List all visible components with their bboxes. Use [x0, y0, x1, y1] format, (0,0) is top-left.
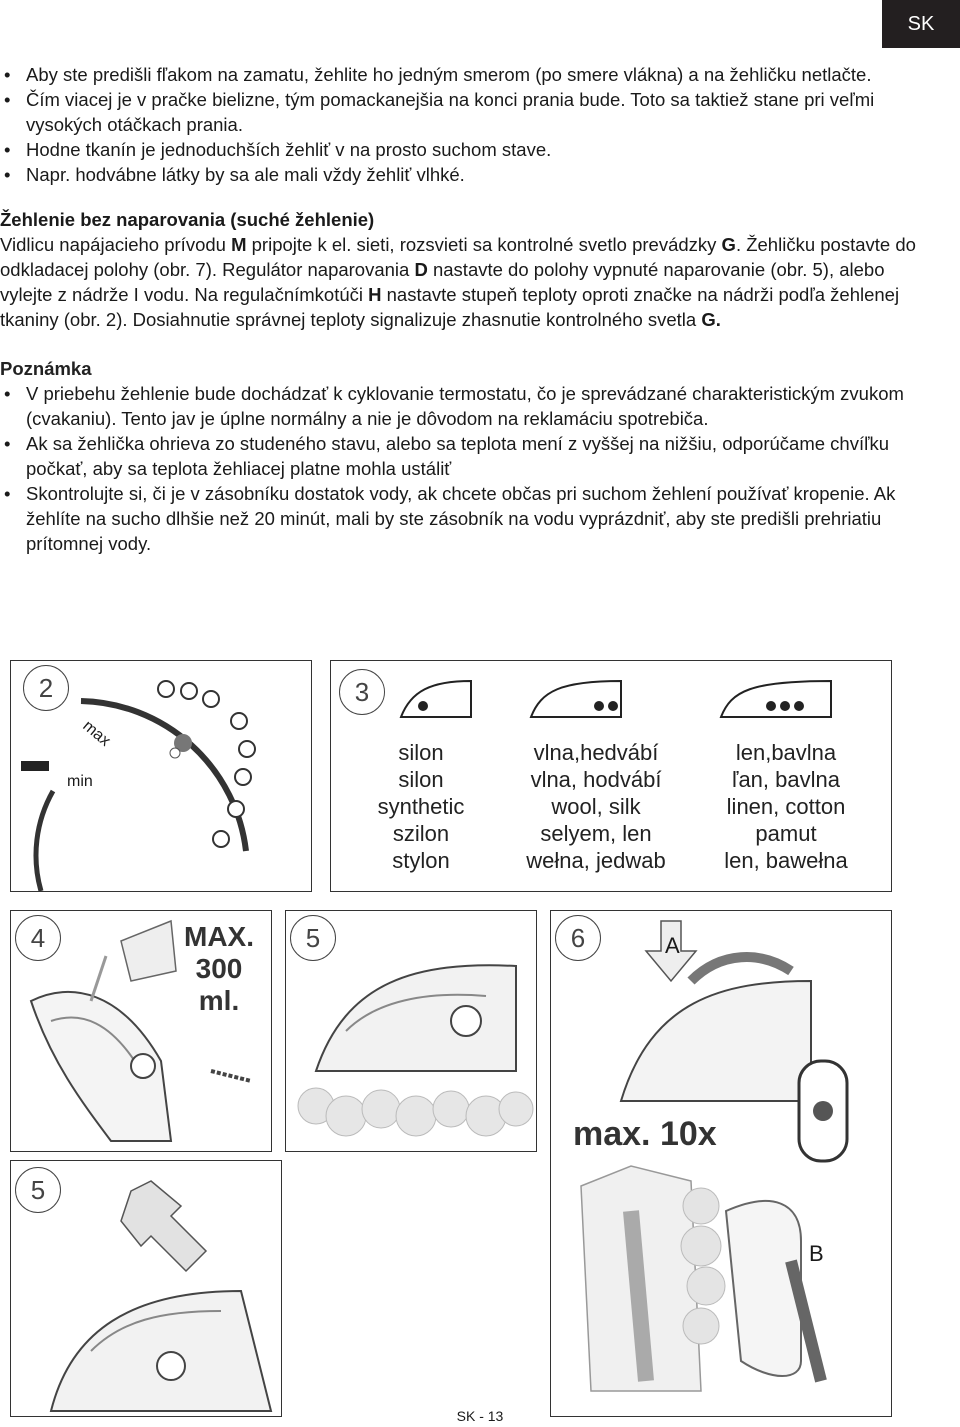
fabric-label: wool, silk — [551, 794, 641, 819]
figure-2-panel — [10, 660, 312, 892]
figure-4-panel — [10, 910, 272, 1152]
fabric-label: silon — [398, 767, 444, 792]
label-line: MAX. — [184, 921, 254, 952]
iron-steam-illustration — [286, 911, 536, 1151]
text-run: nastavte stupeň teploty oproti značke na nádrži podľa žehlenej tkaniny (obr. 2). Dosiahnutie správnej teploty signalizuje zhasnutie kontrolného svetla — [0, 284, 900, 330]
list-item: • V priebehu žehlenie bude dochádzať k cyklovanie termostatu, čo je sprevádzané charakteristickým zvukom (cvakaniu). Tento jav je úplne normálny a nie je dôvodom na reklamáciu spotrebiča. — [0, 381, 930, 431]
iron-burst-illustration — [551, 911, 891, 1416]
fabric-label: pamut — [755, 821, 817, 846]
fabric-label: vlna,hedvábí — [533, 740, 659, 765]
min-label: min — [67, 773, 93, 790]
fabric-label: silon — [398, 740, 444, 765]
max-10x-label: max. 10x — [573, 1115, 717, 1153]
fabric-label: vlna, hodvábí — [530, 767, 662, 792]
list-item: • Ak sa žehlička ohrieva zo studeného stavu, alebo sa teplota mení z vyššej na nižšiu, odporúčame chvíľku počkať, aby sa teplota žehliacej platne mohla ustáliť — [0, 431, 930, 481]
fabric-label: ľan, bavlna — [732, 767, 840, 792]
body-text — [0, 62, 930, 556]
fabric-label: wełna, jedwab — [526, 848, 666, 873]
label-m: M — [231, 234, 247, 255]
dial-illustration — [11, 661, 311, 891]
figure-number: 4 — [15, 915, 61, 961]
label-b: B — [809, 1241, 824, 1266]
fabric-label: selyem, len — [540, 821, 652, 846]
list-item: • Skontrolujte si, či je v zásobníku dostatok vody, ak chcete občas pri suchom žehlení používať kropenie. Ak žehlíte na sucho dlhšie než 20 minút, mali by ste zásobník na vodu vyprázdniť, aby ste predišli prehriatiu prítomnej vody. — [0, 481, 930, 556]
figure-6-panel — [550, 910, 892, 1417]
fabric-label: linen, cotton — [726, 794, 846, 819]
list-item: • Napr. hodvábne látky by sa ale mali vždy žehliť vlhké. — [0, 162, 930, 187]
figure-5-off-panel — [10, 1160, 282, 1417]
text-run: . Žehličku postavte do odkladacej polohy (obr. 7). Regulátor naparovania — [0, 234, 916, 280]
figure-5-steam-panel — [285, 910, 537, 1152]
fabric-label: stylon — [392, 848, 450, 873]
text-run: Vidlicu napájacieho prívodu — [0, 234, 232, 255]
figure-number: 5 — [15, 1167, 61, 1213]
max-label: max — [79, 717, 114, 750]
dry-ironing-heading: Žehlenie bez naparovania (suché žehlenie) — [0, 209, 375, 230]
iron-regulator-illustration — [11, 1161, 281, 1416]
note-heading: Poznámka — [0, 358, 92, 379]
tips-list — [0, 62, 930, 187]
label-g2: G. — [701, 309, 721, 330]
max-volume-label — [171, 921, 267, 1017]
page-footer: SK - 13 — [456, 1408, 504, 1424]
fabric-label: szilon — [392, 821, 450, 846]
figure-number: 2 — [23, 665, 69, 711]
label-line: 300 — [195, 953, 243, 984]
label-g: G — [721, 234, 736, 255]
list-item: • Čím viacej je v pračke bielizne, tým pomackanejšia na konci prania bude. Toto sa taktiež stane pri veľmi vysokých otáčkach prania. — [0, 87, 930, 137]
figure-3-panel — [330, 660, 892, 892]
figure-number: 3 — [339, 669, 385, 715]
note-list — [0, 381, 930, 556]
label-line: ml. — [198, 985, 240, 1016]
list-item: • Hodne tkanín je jednoduchších žehliť v na prosto suchom stave. — [0, 137, 930, 162]
language-tab: SK — [882, 0, 960, 48]
list-item: • Aby ste predišli fľakom na zamatu, žehlite ho jedným smerom (po smere vlákna) a na žehličku netlačte. — [0, 62, 930, 87]
text-run: pripojte k el. sieti, rozsvieti sa kontrolné svetlo prevádzky — [246, 234, 722, 255]
figure-number: 5 — [290, 915, 336, 961]
label-h: H — [368, 284, 382, 305]
iron-symbols — [331, 661, 891, 741]
fabric-column-3 — [701, 739, 871, 874]
fabric-label: len, bawełna — [724, 848, 848, 873]
fabric-label: len,bavlna — [735, 740, 837, 765]
fabric-column-2 — [511, 739, 681, 874]
fabric-label: synthetic — [377, 794, 465, 819]
label-a: A — [665, 933, 680, 958]
fabric-column-1 — [361, 739, 481, 874]
label-d: D — [414, 259, 428, 280]
dry-ironing-paragraph — [0, 232, 930, 332]
figure-number: 6 — [555, 915, 601, 961]
text-run: nastavte do polohy vypnuté naparovanie (obr. 5), alebo vylejte z nádrže I vodu. Na regulačnímkotúči — [0, 259, 885, 305]
